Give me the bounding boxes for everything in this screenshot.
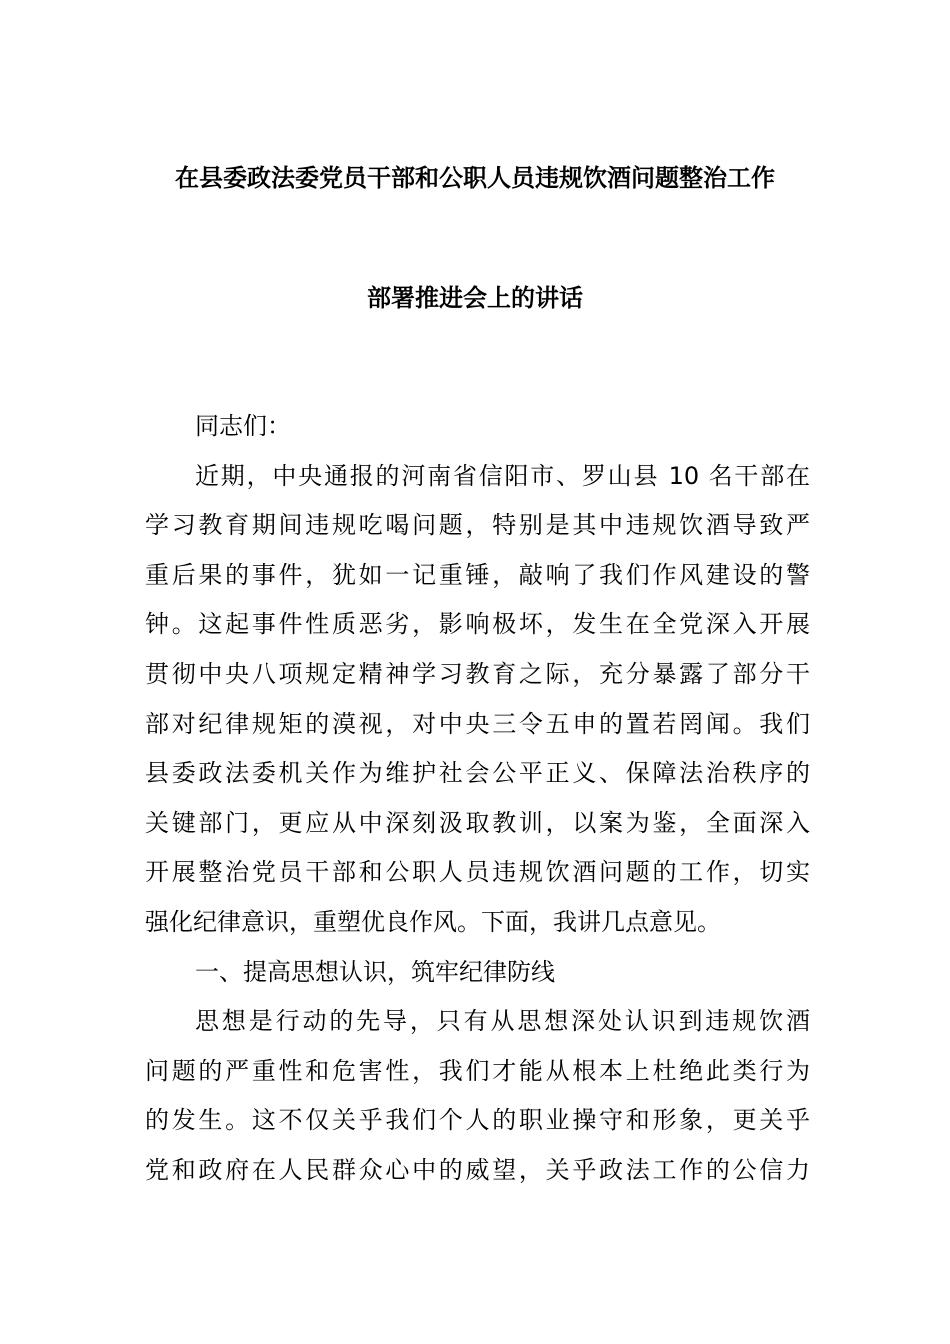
document-title-line-1: 在县委政法委党员干部和公职人员违规饮酒问题整治工作 — [175, 164, 775, 192]
paragraph-line: 思想是行动的先导，只有从思想深处认识到违规饮酒 — [195, 1007, 810, 1036]
document-title-line-2: 部署推进会上的讲话 — [367, 284, 583, 312]
salutation: 同志们： — [195, 412, 291, 440]
document-body — [145, 402, 810, 1196]
section-heading: 一、提高思想认识，筑牢纪律防线 — [195, 957, 555, 986]
paragraph-line: 重后果的事件，犹如一记重锤，敲响了我们作风建设的警 — [145, 560, 810, 589]
paragraph-line: 的发生。这不仅关乎我们个人的职业操守和形象，更关乎 — [145, 1106, 810, 1135]
paragraph-line: 关键部门，更应从中深刻汲取教训，以案为鉴，全面深入 — [145, 808, 810, 837]
paragraph-line: 县委政法委机关作为维护社会公平正义、保障法治秩序的 — [145, 759, 810, 788]
paragraph-line: 问题的严重性和危害性，我们才能从根本上杜绝此类行为 — [145, 1056, 810, 1085]
paragraph-line: 开展整治党员干部和公职人员违规饮酒问题的工作，切实 — [145, 858, 810, 887]
paragraph-line: 贯彻中央八项规定精神学习教育之际，充分暴露了部分干 — [145, 659, 810, 688]
paragraph-line: 近期，中央通报的河南省信阳市、罗山县 10 名干部在 — [195, 461, 810, 490]
paragraph-line: 强化纪律意识，重塑优良作风。下面，我讲几点意见。 — [145, 907, 721, 936]
paragraph-line: 学习教育期间违规吃喝问题，特别是其中违规饮酒导致严 — [145, 511, 810, 540]
paragraph-line: 钟。这起事件性质恶劣，影响极坏，发生在全党深入开展 — [145, 610, 810, 639]
paragraph-line: 党和政府在人民群众心中的威望，关乎政法工作的公信力 — [145, 1155, 810, 1184]
paragraph-line: 部对纪律规矩的漠视，对中央三令五申的置若罔闻。我们 — [145, 709, 810, 738]
